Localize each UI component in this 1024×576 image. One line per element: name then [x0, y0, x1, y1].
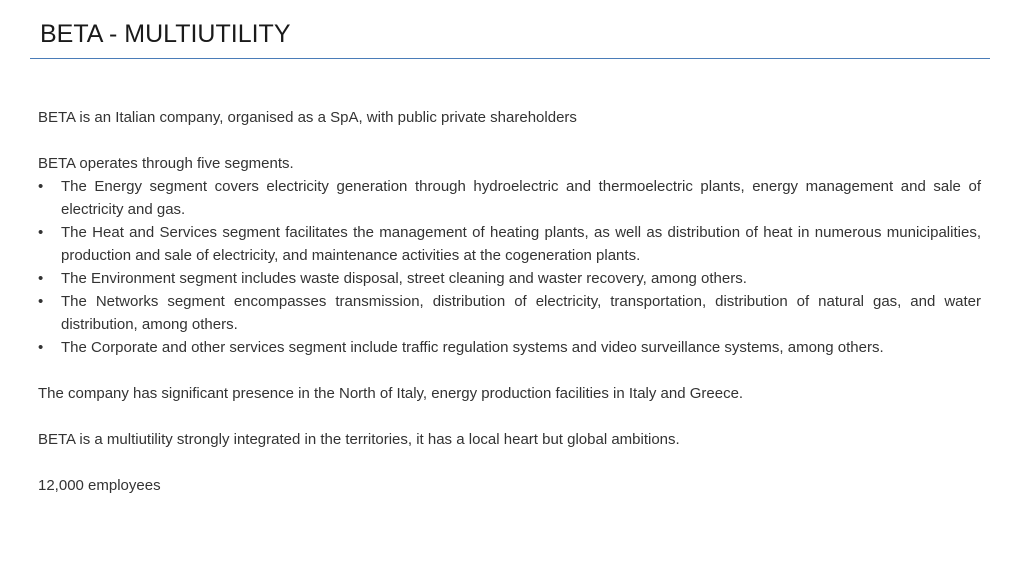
spacer	[38, 451, 981, 474]
segment-networks	[38, 290, 981, 336]
segment-text: The Environment segment includes waste disposal, street cleaning and waster recovery, among others.	[61, 270, 747, 287]
spacer	[38, 129, 981, 152]
segment-environment	[38, 267, 981, 290]
slide-title: BETA - MULTIUTILITY	[40, 20, 291, 48]
bullet-icon: •	[38, 339, 44, 356]
segments-lead: BETA operates through five segments.	[38, 155, 294, 172]
positioning-paragraph: BETA is a multiutility strongly integrated in the territories, it has a local heart but global ambitions.	[38, 431, 680, 448]
segment-text: The Heat and Services segment facilitates the management of heating plants, as well as distribution of heat in numerous municipalities, production and sale of electricity, and maintenance activities at the cogeneration plants.	[61, 224, 981, 264]
intro-paragraph: BETA is an Italian company, organised as a SpA, with public private shareholders	[38, 109, 577, 126]
segments-list	[38, 175, 981, 359]
title-divider	[30, 58, 990, 59]
slide-body	[38, 106, 981, 497]
bullet-icon: •	[38, 224, 44, 241]
presence-paragraph: The company has significant presence in the North of Italy, energy production facilities in Italy and Greece.	[38, 385, 744, 402]
bullet-icon: •	[38, 178, 44, 195]
segment-heat-services	[38, 221, 981, 267]
bullet-icon: •	[38, 270, 44, 287]
spacer	[38, 405, 981, 428]
segment-energy	[38, 175, 981, 221]
segment-corporate	[38, 336, 981, 359]
segment-text: The Networks segment encompasses transmission, distribution of electricity, transportation, distribution of natural gas, and water distribution, among others.	[61, 293, 981, 333]
spacer	[38, 359, 981, 382]
employees-count: 12,000 employees	[38, 477, 161, 494]
segment-text: The Energy segment covers electricity generation through hydroelectric and thermoelectric plants, energy management and sale of electricity and gas.	[61, 178, 981, 218]
bullet-icon: •	[38, 293, 44, 310]
segment-text: The Corporate and other services segment include traffic regulation systems and video surveillance systems, among others.	[61, 339, 884, 356]
